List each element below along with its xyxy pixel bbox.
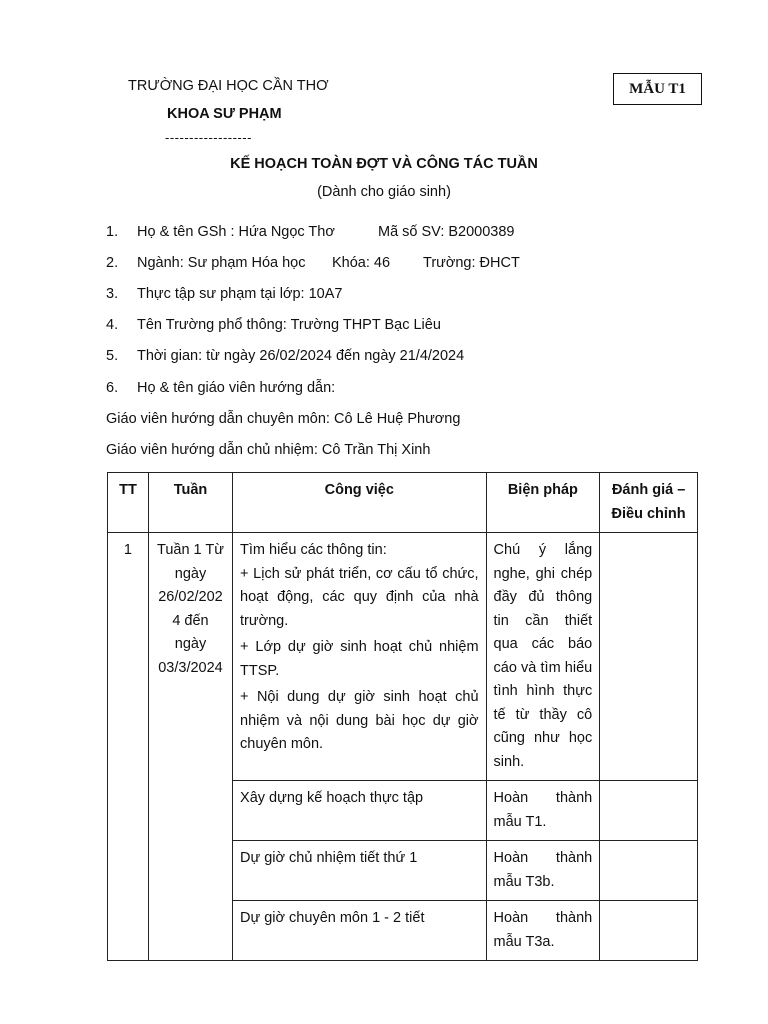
form-code: MẪU T1 xyxy=(629,80,686,97)
row-number: 1 xyxy=(108,533,149,961)
info-number: 4. xyxy=(106,317,119,333)
header-evaluation: Đánh giá – Điều chỉnh xyxy=(600,473,698,533)
practice-period: Thời gian: từ ngày 26/02/2024 đến ngày 21/4/2024 xyxy=(137,348,465,364)
evaluation-cell xyxy=(600,901,698,961)
school: Trường: ĐHCT xyxy=(423,255,520,271)
week-line: 4 đến ngày xyxy=(172,612,209,652)
work-cell xyxy=(233,533,487,781)
document-title: KẾ HOẠCH TOÀN ĐỢT VÀ CÔNG TÁC TUẦN xyxy=(230,156,538,172)
work-line: + Lịch sử phát triển, cơ cấu tổ chức, hoạt động, các quy định của nhà trường. xyxy=(240,565,479,629)
student-name: Họ & tên GSh : Hứa Ngọc Thơ xyxy=(137,224,335,240)
work-cell: Dự giờ chủ nhiệm tiết thứ 1 xyxy=(233,841,487,901)
work-cell: Xây dựng kế hoạch thực tập xyxy=(233,781,487,841)
header-measure: Biện pháp xyxy=(486,473,600,533)
header-separator: ------------------ xyxy=(165,130,252,145)
evaluation-cell xyxy=(600,533,698,781)
work-line: + Nội dung dự giờ sinh hoạt chủ nhiệm và nội dung bài học dự giờ chuyên môn. xyxy=(240,689,479,752)
header-work: Công việc xyxy=(233,473,487,533)
week-line: 03/3/2024 xyxy=(158,659,223,676)
subject-advisor: Giáo viên hướng dẫn chuyên môn: Cô Lê Huệ Phương xyxy=(106,411,461,427)
info-number: 3. xyxy=(106,286,119,302)
measure-cell: Hoàn thành mẫu T3a. xyxy=(486,901,600,961)
table-row xyxy=(108,533,698,781)
document-subtitle: (Dành cho giáo sinh) xyxy=(317,184,451,200)
evaluation-cell xyxy=(600,841,698,901)
table-header-row xyxy=(108,473,698,533)
weekly-plan-table xyxy=(107,472,698,961)
work-line: Tìm hiểu các thông tin: xyxy=(240,542,387,558)
form-code-box xyxy=(613,73,702,105)
header-week: Tuần xyxy=(148,473,232,533)
major: Ngành: Sư phạm Hóa học xyxy=(137,255,306,271)
evaluation-cell xyxy=(600,781,698,841)
info-number: 1. xyxy=(106,224,119,240)
measure-cell: Hoàn thành mẫu T1. xyxy=(486,781,600,841)
measure-cell: Hoàn thành mẫu T3b. xyxy=(486,841,600,901)
university-name: TRƯỜNG ĐẠI HỌC CẦN THƠ xyxy=(128,78,329,94)
week-line: Tuần 1 Từ xyxy=(157,542,224,558)
measure-cell: Chú ý lắng nghe, ghi chép đầy đủ thông tin cần thiết qua các báo cáo và tìm hiểu tình hình thực tế từ thầy cô cũng như học sinh. xyxy=(486,533,600,781)
cohort: Khóa: 46 xyxy=(332,255,391,271)
header-tt: TT xyxy=(108,473,149,533)
high-school-name: Tên Trường phổ thông: Trường THPT Bạc Liêu xyxy=(137,317,441,333)
practice-class: Thực tập sư phạm tại lớp: 10A7 xyxy=(137,286,343,302)
info-number: 2. xyxy=(106,255,119,271)
work-cell: Dự giờ chuyên môn 1 - 2 tiết xyxy=(233,901,487,961)
work-line: + Lớp dự giờ sinh hoạt chủ nhiệm TTSP. xyxy=(240,639,479,679)
week-line: ngày xyxy=(174,565,207,582)
info-number: 6. xyxy=(106,380,119,396)
homeroom-advisor: Giáo viên hướng dẫn chủ nhiệm: Cô Trần Thị Xinh xyxy=(106,442,431,458)
week-line: 26/02/202 xyxy=(158,589,223,605)
student-id: Mã số SV: B2000389 xyxy=(378,224,515,240)
advisors-label: Họ & tên giáo viên hướng dẫn: xyxy=(137,380,336,396)
info-number: 5. xyxy=(106,348,119,364)
week-cell xyxy=(148,533,232,961)
faculty-name: KHOA SƯ PHẠM xyxy=(167,106,282,122)
